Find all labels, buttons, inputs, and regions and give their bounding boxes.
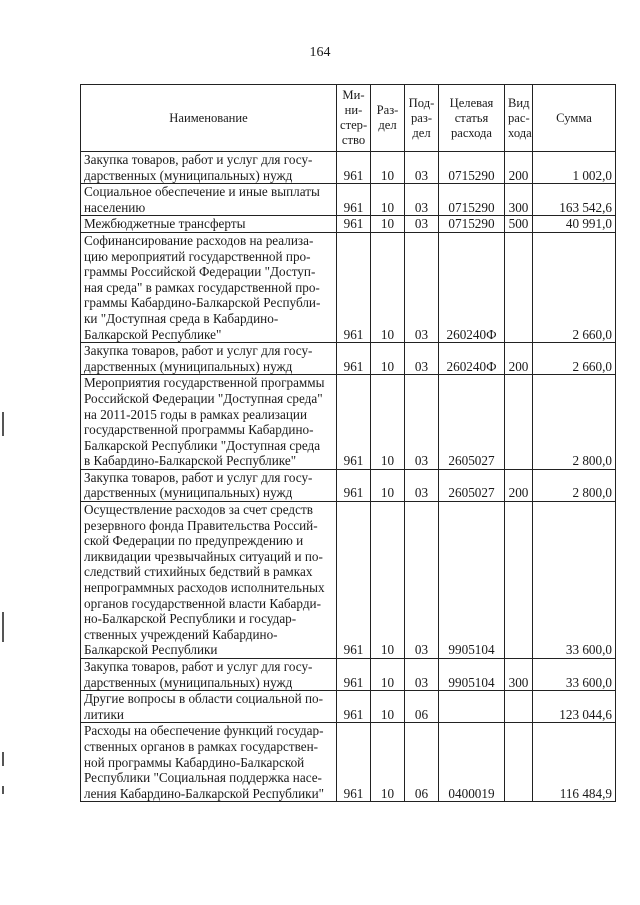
scan-mark	[2, 412, 4, 436]
scan-mark	[2, 752, 4, 766]
cell-target: 0715290	[439, 216, 505, 233]
cell-expense-type: 200	[505, 152, 533, 184]
cell-subsection: 06	[405, 723, 439, 802]
cell-section: 10	[371, 723, 405, 802]
cell-expense-type: 200	[505, 343, 533, 375]
cell-ministry: 961	[337, 152, 371, 184]
cell-target: 260240Ф	[439, 343, 505, 375]
cell-target: 0715290	[439, 184, 505, 216]
cell-name: Закупка товаров, работ и услуг для госу- дарственных (муниципальных) нужд	[81, 469, 337, 501]
cell-ministry: 961	[337, 184, 371, 216]
cell-name: Мероприятия государственной программы Российской Федерации "Доступная среда" на 2011-2015 годы в рамках реализации государственной программы Кабардино- Балкарской Республики "Доступная среда в Кабардино-Балкарской Республике"	[81, 375, 337, 470]
table-row	[81, 343, 616, 375]
cell-ministry: 961	[337, 723, 371, 802]
cell-sum: 2 660,0	[533, 232, 616, 342]
cell-expense-type	[505, 375, 533, 470]
cell-target: 2605027	[439, 375, 505, 470]
cell-ministry: 961	[337, 659, 371, 691]
cell-expense-type: 200	[505, 469, 533, 501]
cell-sum: 2 660,0	[533, 343, 616, 375]
cell-expense-type	[505, 723, 533, 802]
table-row	[81, 232, 616, 342]
cell-ministry: 961	[337, 375, 371, 470]
table-row	[81, 502, 616, 659]
table-row	[81, 152, 616, 184]
table-row	[81, 469, 616, 501]
cell-name: Закупка товаров, работ и услуг для госу- дарственных (муниципальных) нужд	[81, 659, 337, 691]
cell-name: Осуществление расходов за счет средств резервного фонда Правительства Россий- ской Федерации по предупреждению и ликвидации чрезвычайных ситуаций и по- следствий стихийных бедствий в рамках непрограммных расходов исполнительных органов государственной власти Кабарди- но-Балкарской Республики и государ- ственных учреждений Кабардино- Балкарской Республики	[81, 502, 337, 659]
header-name	[81, 85, 337, 152]
header-section-text: Раз- дел	[376, 103, 399, 132]
cell-target: 0400019	[439, 723, 505, 802]
cell-section: 10	[371, 469, 405, 501]
header-ministry	[337, 85, 371, 152]
scan-mark	[2, 612, 4, 642]
cell-subsection: 03	[405, 232, 439, 342]
cell-sum: 1 002,0	[533, 152, 616, 184]
header-ministry-text: Ми- ни- стер- ство	[340, 88, 368, 147]
table-body	[81, 152, 616, 802]
cell-expense-type	[505, 502, 533, 659]
table-row	[81, 216, 616, 233]
cell-ministry: 961	[337, 343, 371, 375]
cell-subsection: 03	[405, 216, 439, 233]
cell-subsection: 03	[405, 152, 439, 184]
cell-section: 10	[371, 184, 405, 216]
cell-name: Расходы на обеспечение функций государ- ственных органов в рамках государствен- ной программы Кабардино-Балкарской Республики "Социальная поддержка насе- ления Кабардино-Балкарской Республики"	[81, 723, 337, 802]
budget-table	[80, 84, 616, 802]
cell-section: 10	[371, 343, 405, 375]
cell-sum: 116 484,9	[533, 723, 616, 802]
cell-section: 10	[371, 659, 405, 691]
cell-section: 10	[371, 375, 405, 470]
cell-name: Межбюджетные трансферты	[81, 216, 337, 233]
table-row	[81, 184, 616, 216]
header-target	[439, 85, 505, 152]
header-section	[371, 85, 405, 152]
cell-section: 10	[371, 216, 405, 233]
cell-expense-type: 300	[505, 184, 533, 216]
cell-sum: 33 600,0	[533, 502, 616, 659]
cell-target: 0715290	[439, 152, 505, 184]
header-name-text: Наименование	[169, 110, 248, 125]
cell-ministry: 961	[337, 691, 371, 723]
cell-name: Софинансирование расходов на реализа- цию мероприятий государственной про- граммы Российской Федерации "Доступ- ная среда" в рамках государственной про- граммы Кабардино-Балкарской Республи- ки "Доступная среда в Кабардино- Балкарской Республике"	[81, 232, 337, 342]
cell-subsection: 03	[405, 343, 439, 375]
cell-subsection: 03	[405, 502, 439, 659]
cell-sum: 163 542,6	[533, 184, 616, 216]
cell-subsection: 03	[405, 375, 439, 470]
header-subsection	[405, 85, 439, 152]
cell-section: 10	[371, 502, 405, 659]
cell-ministry: 961	[337, 232, 371, 342]
scan-mark	[2, 786, 4, 794]
cell-ministry: 961	[337, 502, 371, 659]
header-sum-text: Сумма	[556, 110, 592, 125]
cell-name: Другие вопросы в области социальной по- литики	[81, 691, 337, 723]
cell-sum: 123 044,6	[533, 691, 616, 723]
table-row	[81, 691, 616, 723]
cell-target: 260240Ф	[439, 232, 505, 342]
table-row	[81, 375, 616, 470]
page-number: 164	[309, 45, 331, 60]
table-row	[81, 723, 616, 802]
cell-name: Закупка товаров, работ и услуг для госу- дарственных (муниципальных) нужд	[81, 343, 337, 375]
header-sum	[533, 85, 616, 152]
cell-target	[439, 691, 505, 723]
header-subsection-text: Под- раз- дел	[408, 95, 435, 140]
cell-sum: 2 800,0	[533, 375, 616, 470]
cell-target: 2605027	[439, 469, 505, 501]
cell-subsection: 03	[405, 184, 439, 216]
cell-expense-type: 500	[505, 216, 533, 233]
cell-subsection: 03	[405, 659, 439, 691]
cell-ministry: 961	[337, 469, 371, 501]
header-expense-type	[505, 85, 533, 152]
cell-ministry: 961	[337, 216, 371, 233]
cell-target: 9905104	[439, 659, 505, 691]
header-expense-type-text: Вид рас- хода	[508, 95, 532, 140]
table-row	[81, 659, 616, 691]
cell-name: Закупка товаров, работ и услуг для госу- дарственных (муниципальных) нужд	[81, 152, 337, 184]
cell-expense-type: 300	[505, 659, 533, 691]
header-target-text: Целевая статья расхода	[449, 95, 494, 140]
cell-section: 10	[371, 232, 405, 342]
cell-sum: 33 600,0	[533, 659, 616, 691]
cell-sum: 40 991,0	[533, 216, 616, 233]
cell-expense-type	[505, 691, 533, 723]
cell-subsection: 06	[405, 691, 439, 723]
table-header-row	[81, 85, 616, 152]
cell-name: Социальное обеспечение и иные выплаты населению	[81, 184, 337, 216]
cell-target: 9905104	[439, 502, 505, 659]
cell-expense-type	[505, 232, 533, 342]
cell-sum: 2 800,0	[533, 469, 616, 501]
cell-subsection: 03	[405, 469, 439, 501]
cell-section: 10	[371, 691, 405, 723]
cell-section: 10	[371, 152, 405, 184]
